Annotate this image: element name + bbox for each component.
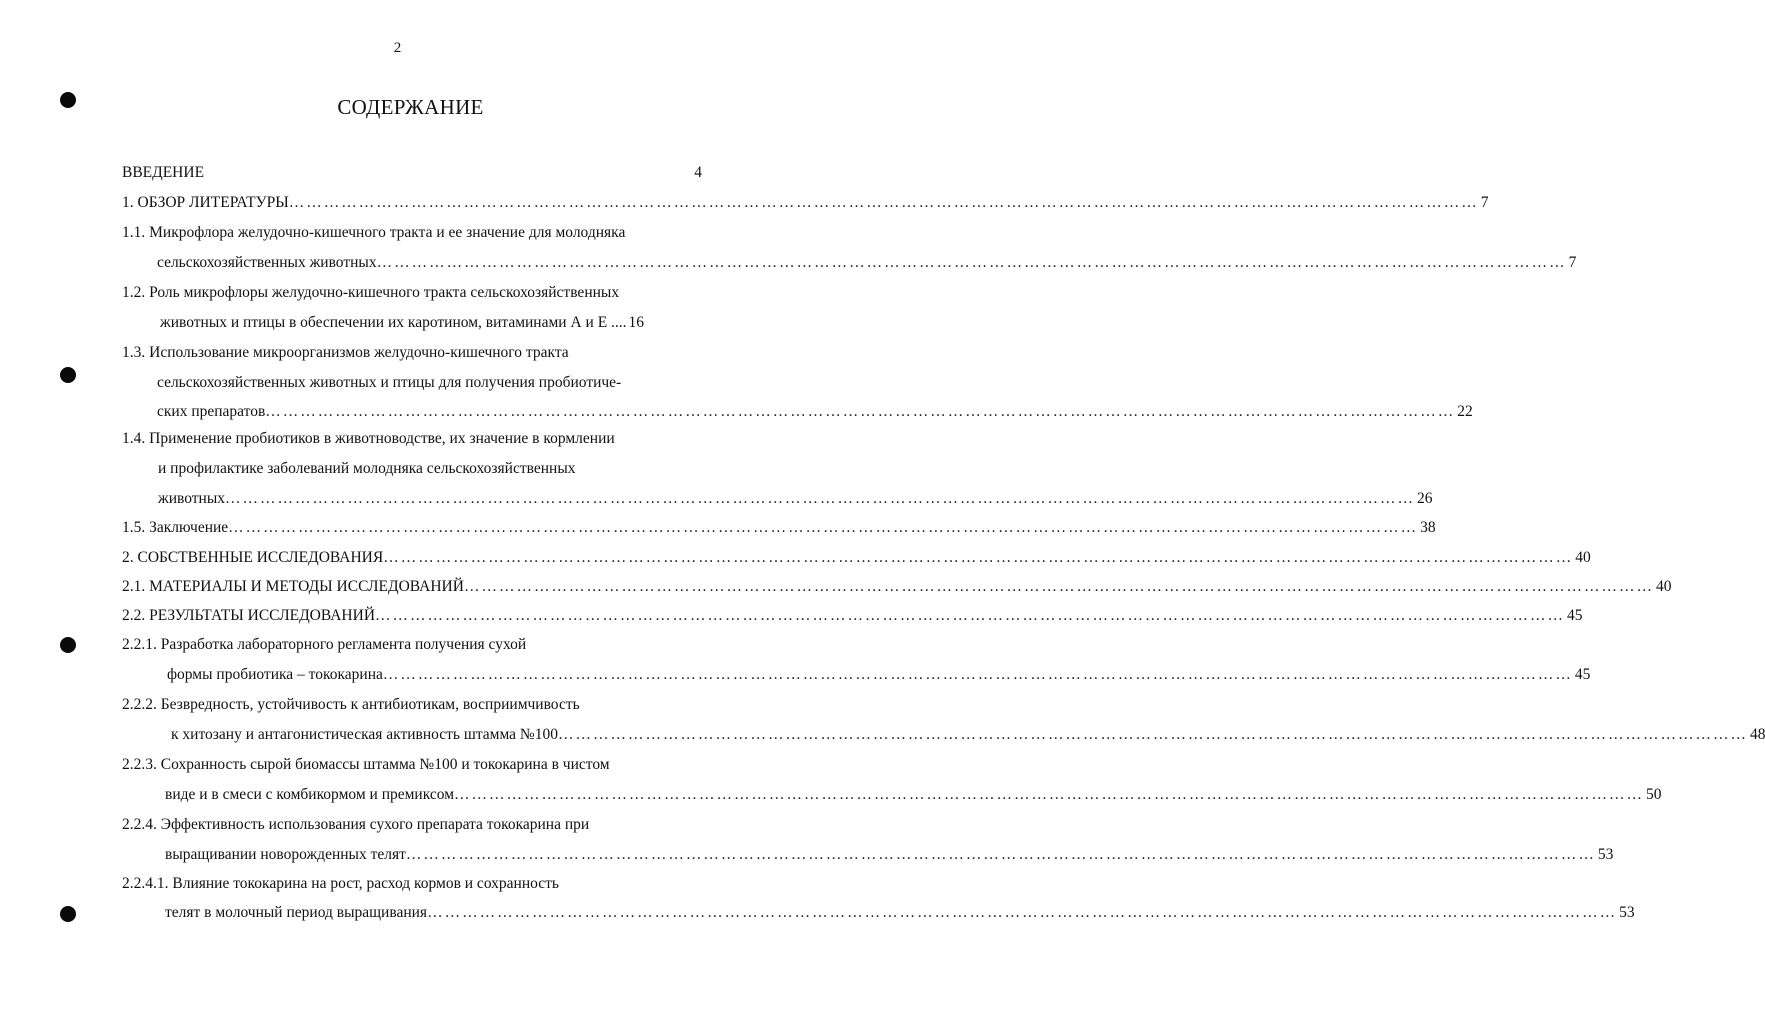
toc-entry-continuation[interactable] [0, 401, 1473, 423]
toc-entry-page: 22 [1457, 403, 1473, 420]
toc-entry[interactable] [0, 694, 795, 716]
toc-entry-title: ских препаратов [157, 403, 266, 420]
dot-leader: …………………………………………………………………………………………………………………………………………………………………………………… [225, 490, 1415, 507]
page-number: 2 [393, 40, 402, 56]
toc-entry-page: 45 [1567, 607, 1583, 624]
toc-entry-continuation[interactable] [0, 724, 1765, 746]
toc-entry-continuation[interactable] [0, 252, 1577, 274]
dot-leader: …………………………………………………………………………………………………………………………………………………………………………………… [454, 786, 1645, 803]
toc-entry-title: 1.5. Заключение [122, 519, 229, 536]
toc-entry[interactable] [0, 814, 795, 836]
dot-leader: …………………………………………………………………………………………………………………………………………………………………………………… [288, 194, 1479, 211]
toc-entry[interactable] [0, 754, 795, 776]
toc-entry-title: 1.2. Роль микрофлоры желудочно-кишечного тракта сельскохозяйственных [122, 284, 620, 301]
toc-entry[interactable] [0, 282, 795, 304]
dot-leader: …………………………………………………………………………………………………………………………………………………………………………………… [427, 904, 1618, 921]
toc-entry-title: формы пробиотика – тококарина [167, 666, 383, 683]
toc-entry-title: телят в молочный период выращивания [165, 904, 428, 921]
toc-entry-title: 2. СОБСТВЕННЫЕ ИССЛЕДОВАНИЯ [122, 549, 384, 566]
toc-entry-continuation[interactable] [0, 458, 795, 480]
toc-entry-title: животных и птицы в обеспечении их каротином, витаминами А и Е .... [160, 314, 627, 331]
toc-entry[interactable] [0, 222, 795, 244]
toc-entry-title: к хитозану и антагонистическая активность штамма №100 [171, 726, 558, 743]
toc-entry[interactable] [0, 634, 795, 656]
toc-entry-page: 4 [694, 164, 702, 181]
toc-entry-title: выращивании новорожденных телят [165, 846, 406, 863]
toc-entry-continuation[interactable] [0, 488, 1433, 510]
toc-entry-page: 40 [1655, 578, 1672, 595]
toc-entry-title: животных [158, 490, 225, 507]
toc-entry-title: ВВЕДЕНИЕ [122, 164, 205, 181]
toc-entry-title: 2.2.1. Разработка лабораторного регламента получения сухой [122, 636, 527, 653]
dot-leader: …………………………………………………………………………………………………………………………………………………………………………………… [405, 846, 1596, 863]
toc-entry[interactable] [0, 162, 795, 184]
toc-entry-page: 16 [628, 314, 645, 331]
toc-entry-page: 40 [1575, 549, 1591, 566]
toc-entry[interactable] [0, 605, 1583, 627]
toc-entry-continuation[interactable] [0, 312, 795, 334]
toc-entry-title: 2.2.4.1. Влияние тококарина на рост, расход кормов и сохранность [122, 875, 560, 892]
toc-entry-title: 1.4. Применение пробиотиков в животноводстве, их значение в кормлении [122, 430, 615, 447]
toc-entry-title: 1.3. Использование микроорганизмов желудочно-кишечного тракта [122, 344, 569, 361]
page-title: СОДЕРЖАНИЕ [337, 95, 484, 119]
toc-entry-page: 7 [1568, 254, 1577, 271]
toc-entry-page: 48 [1749, 726, 1765, 743]
toc-entry[interactable] [0, 428, 795, 450]
toc-entry-title: 2.2.2. Безвредность, устойчивость к антибиотикам, восприимчивость [122, 696, 580, 713]
dot-leader: …………………………………………………………………………………………………………………………………………………………………………………… [557, 726, 1748, 743]
toc-entry-title: виде и в смеси с комбикормом и премиксом [165, 786, 455, 803]
toc-entry-continuation[interactable] [0, 902, 1635, 924]
dot-leader: …………………………………………………………………………………………………………………………………………………………………………………… [228, 519, 1419, 536]
toc-entry-title: 2.2.3. Сохранность сырой биомассы штамма №100 и тококарина в чистом [122, 756, 610, 773]
toc-entry-page: 53 [1619, 904, 1635, 921]
toc-entry-title: сельскохозяйственных животных [157, 254, 377, 271]
toc-entry-title: 1.1. Микрофлора желудочно-кишечного тракта и ее значение для молодняка [122, 224, 626, 241]
toc-entry[interactable] [0, 342, 795, 364]
toc-entry[interactable] [0, 576, 1672, 598]
toc-entry[interactable] [0, 873, 795, 895]
toc-entry-continuation[interactable] [0, 664, 1591, 686]
toc-entry-page: 26 [1417, 490, 1433, 507]
toc-entry-title: 2.2.4. Эффективность использования сухого препарата тококарина при [122, 816, 590, 833]
toc-entry-title: 2.2. РЕЗУЛЬТАТЫ ИССЛЕДОВАНИЙ [122, 607, 376, 624]
toc-entry-page: 7 [1480, 194, 1489, 211]
dot-leader: …………………………………………………………………………………………………………………………………………………………………………………… [265, 403, 1456, 420]
toc-entry-page: 45 [1574, 666, 1591, 683]
dot-leader: …………………………………………………………………………………………………………………………………………………………………………………… [463, 578, 1654, 595]
toc-entry-page: 53 [1597, 846, 1614, 863]
toc-entry-continuation[interactable] [0, 784, 1662, 806]
dot-leader: …………………………………………………………………………………………………………………………………………………………………………………… [382, 666, 1573, 683]
toc-entry-title: 2.1. МАТЕРИАЛЫ И МЕТОДЫ ИССЛЕДОВАНИЙ [122, 578, 464, 595]
toc-entry-title: сельскохозяйственных животных и птицы для получения пробиотиче- [157, 374, 622, 391]
toc-entry[interactable] [0, 517, 1436, 539]
toc-entry-title: 1. ОБЗОР ЛИТЕРАТУРЫ [122, 194, 289, 211]
toc-entry-page: 50 [1646, 786, 1662, 803]
toc-entry[interactable] [0, 192, 1489, 214]
dot-leader: …………………………………………………………………………………………………………………………………………………………………………………… [375, 607, 1566, 624]
toc-entry-title: и профилактике заболеваний молодняка сельскохозяйственных [158, 460, 576, 477]
dot-leader: …………………………………………………………………………………………………………………………………………………………………………………… [383, 549, 1574, 566]
toc-entry-continuation[interactable] [0, 844, 1614, 866]
toc-entry-continuation[interactable] [0, 372, 795, 394]
toc-entry[interactable] [0, 547, 1591, 569]
dot-leader: …………………………………………………………………………………………………………………………………………………………………………………… [376, 254, 1567, 271]
toc-entry-page: 38 [1420, 519, 1436, 536]
